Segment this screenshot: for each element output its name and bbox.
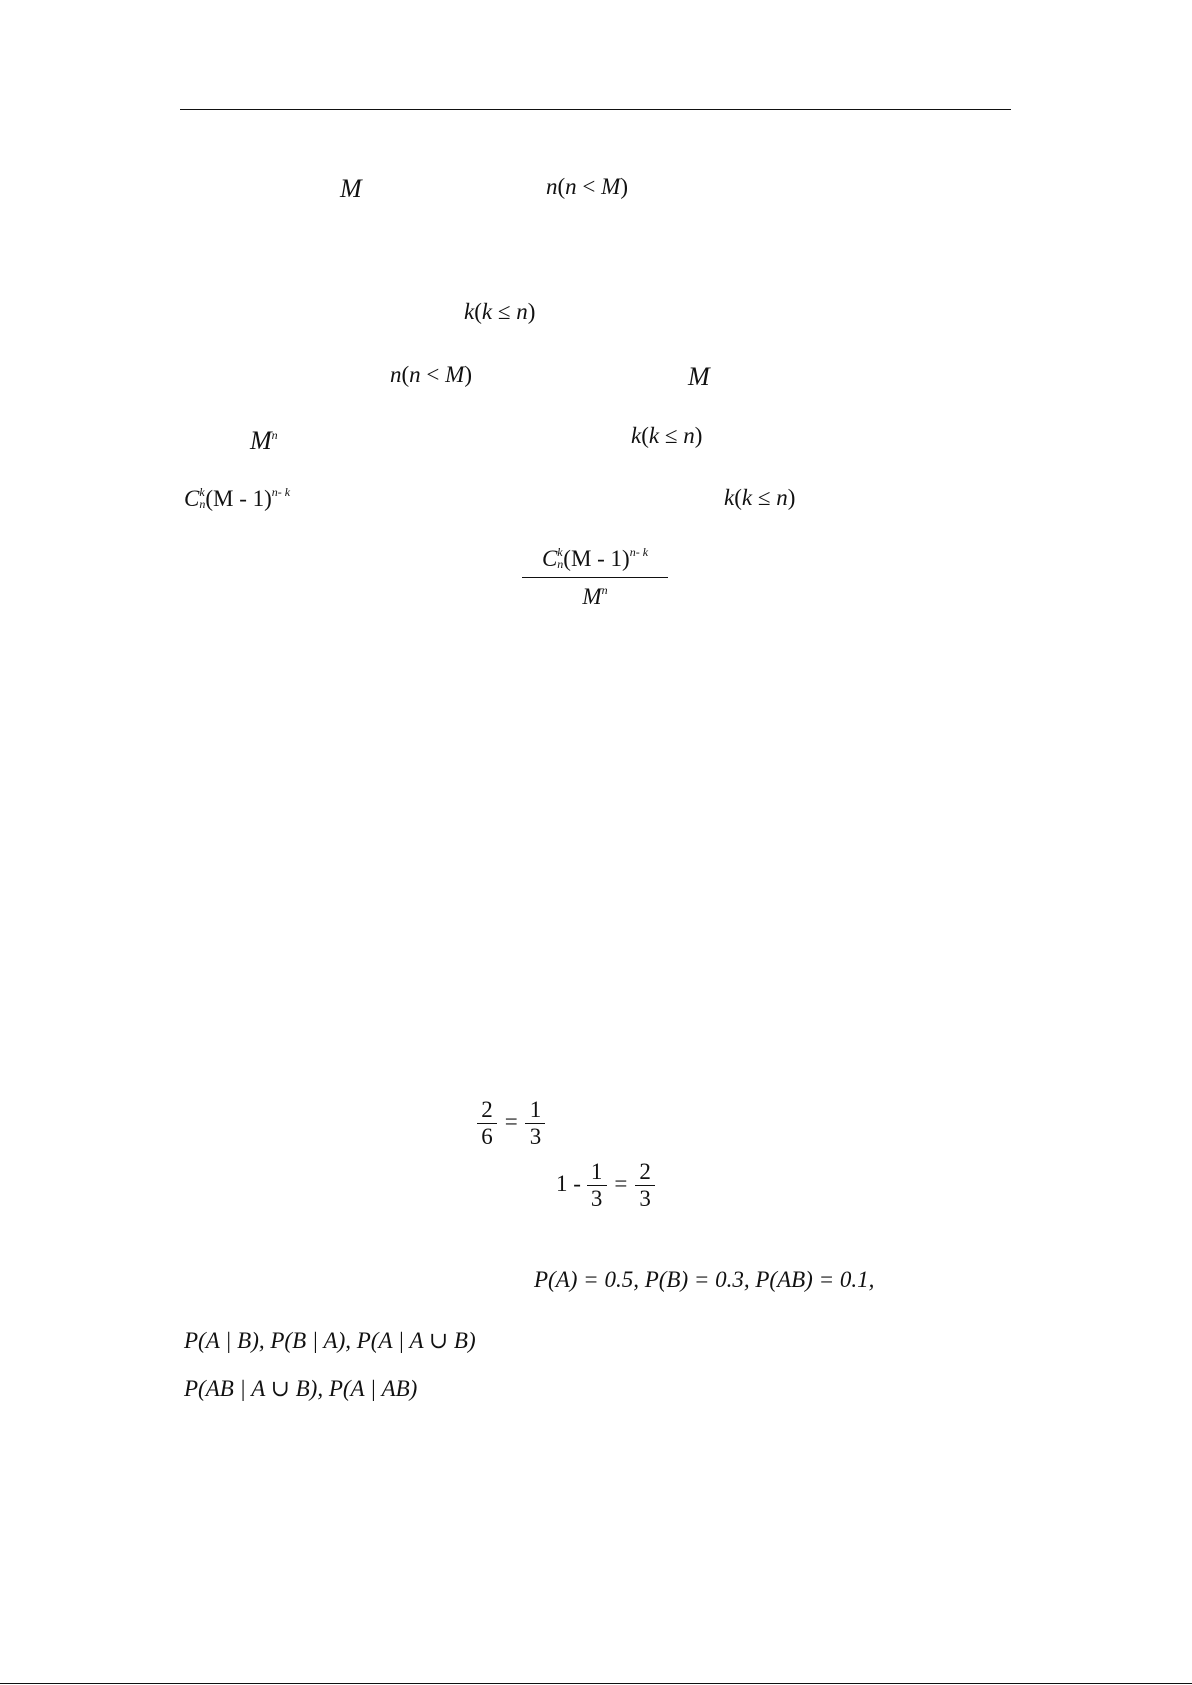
- formula-complement: 1 - $\frac{1}{3}$ = $\frac{2}{3}$: [556, 1159, 655, 1213]
- formula-M-2: M: [688, 362, 710, 391]
- header-rule: [180, 109, 1011, 110]
- formula-given-probabilities: P(A) = 0.5, P(B) = 0.3, P(AB) = 0.1,: [534, 1267, 875, 1292]
- formula-combination-count: C k n (M - 1)$^{n- k}$: [184, 484, 291, 511]
- fraction-bar: [522, 577, 668, 578]
- formula-k-le-n-1: k(k ≤ n): [464, 299, 536, 324]
- formula-two-sixths: $\frac{2}{6}$ = $\frac{1}{3}$: [477, 1097, 545, 1151]
- formula-conditional-2: P(AB | A ∪ B), P(A | AB): [184, 1376, 418, 1401]
- formula-M-1: M: [340, 174, 362, 203]
- formula-conditional-1: P(A | B), P(B | A), P(A | A ∪ B): [184, 1328, 476, 1353]
- formula-probability-fraction: [522, 546, 668, 610]
- footer-rule: [0, 1683, 1192, 1684]
- formula-k-le-n-2: k(k ≤ n): [631, 423, 703, 448]
- fraction-numerator: C k n (M - 1)$^{n- k}$: [541, 544, 649, 571]
- formula-n-lt-M-2: n(n < M): [390, 362, 472, 387]
- formula-M-power-n: $M^n$: [250, 426, 278, 455]
- formula-n-lt-M-1: n(n < M): [546, 174, 628, 199]
- formula-k-le-n-3: k(k ≤ n): [724, 485, 796, 510]
- fraction-denominator: $M^n$: [582, 582, 608, 609]
